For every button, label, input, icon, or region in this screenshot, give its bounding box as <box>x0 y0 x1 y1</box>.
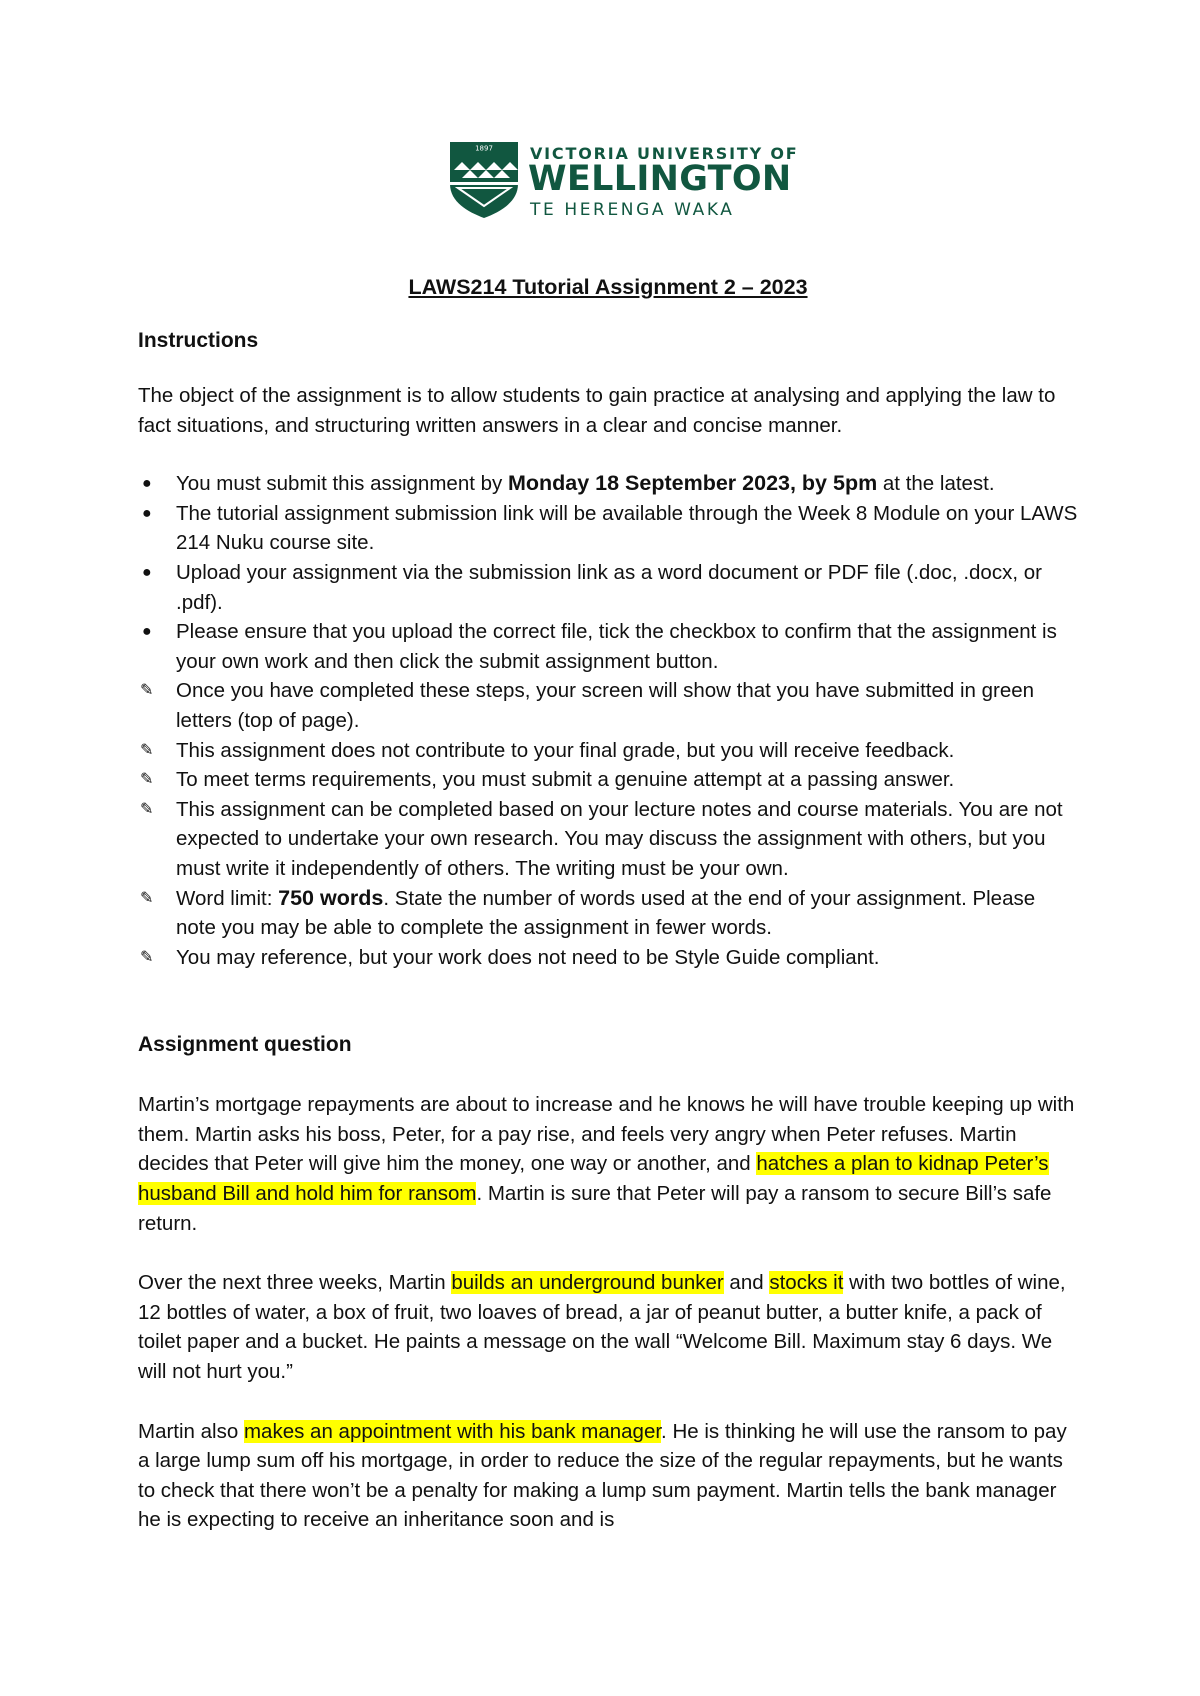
bullet-icon: ● <box>142 504 152 522</box>
paragraph-text: Martin also <box>138 1419 244 1443</box>
list-item <box>138 765 1078 795</box>
item-text: Word limit: <box>176 886 279 910</box>
bullet-icon: ● <box>142 475 152 493</box>
question-paragraph-1 <box>138 1090 1078 1238</box>
highlighted-text: builds an underground bunker <box>451 1271 724 1295</box>
instructions-list <box>138 469 1078 972</box>
item-text: To meet terms requirements, you must submit a genuine attempt at a passing answer. <box>176 768 955 792</box>
highlighted-text: hatches a plan to kidnap Peter’s husband Bill and hold him for ransom <box>138 1152 1049 1206</box>
item-text: The tutorial assignment submission link will be available through the Week 8 Module on your LAWS 214 Nuku course site. <box>176 501 1078 555</box>
list-item <box>138 884 1078 943</box>
paragraph-text: and <box>723 1271 770 1295</box>
logo-year: 1897 <box>475 144 493 153</box>
logo-line-3: TE HERENGA WAKA <box>530 200 735 220</box>
instructions-heading: Instructions <box>138 329 259 352</box>
shield-icon <box>448 140 520 220</box>
item-text: Upload your assignment via the submission link as a word document or PDF file (.doc, .docx, or .pdf). <box>176 560 1042 614</box>
document-title: LAWS214 Tutorial Assignment 2 – 2023 <box>408 275 808 299</box>
pen-icon: ✎ <box>140 741 154 759</box>
paragraph-text: Martin’s mortgage repayments are about to increase and he knows he will have trouble keeping up with them. Martin asks his boss, Peter, for a pay rise, and feels very angry when Peter refuses. Martin decides that Peter will give him the money, one way or another, and <box>138 1093 1075 1176</box>
paragraph-text: . Martin is sure that Peter will pay a ransom to secure Bill’s safe return. <box>138 1182 1052 1235</box>
paragraph-text: . He is thinking he will use the ransom to pay a large lump sum off his mortgage, in order to reduce the size of the regular repayments, but he wants to check that there won’t be a penalty for making a lump sum payment. Martin tells the bank manager he is expecting to receive an inheritance soon and is <box>138 1419 1067 1532</box>
list-item <box>138 795 1078 884</box>
paragraph-text: Over the next three weeks, Martin <box>138 1271 452 1295</box>
list-item <box>138 617 1078 676</box>
bullet-icon: ● <box>142 623 152 641</box>
item-text: This assignment does not contribute to your final grade, but you will receive feedback. <box>176 738 955 762</box>
paragraph-text: with two bottles of wine, 12 bottles of water, a box of fruit, two loaves of bread, a jar of peanut butter, a butter knife, a pack of toilet paper and a bucket. He paints a message on the wall “Welcome Bill. Maximum stay 6 days. We will not hurt you.” <box>138 1271 1066 1384</box>
item-text: You may reference, but your work does not need to be Style Guide compliant. <box>176 945 880 969</box>
question-paragraph-3 <box>138 1417 1078 1535</box>
word-limit-text: 750 words <box>278 885 384 910</box>
university-logo <box>448 140 799 240</box>
instructions-intro: The object of the assignment is to allow students to gain practice at analysing and applying the law to fact situations, and structuring written answers in a clear and concise manner. <box>138 384 1056 437</box>
list-item <box>138 558 1078 617</box>
list-item <box>138 499 1078 558</box>
list-item <box>138 943 1078 973</box>
item-text: at the latest. <box>877 472 995 496</box>
item-text: . State the number of words used at the end of your assignment. Please note you may be able to complete the assignment in fewer words. <box>176 886 1036 940</box>
deadline-text: Monday 18 September 2023, by 5pm <box>507 471 878 496</box>
logo-line-1: VICTORIA UNIVERSITY OF <box>530 144 799 163</box>
bullet-icon: ● <box>142 563 152 581</box>
pen-icon: ✎ <box>140 889 154 907</box>
highlighted-text: stocks it <box>769 1271 844 1295</box>
question-paragraph-2 <box>138 1268 1078 1386</box>
item-text: Please ensure that you upload the correct file, tick the checkbox to confirm that the assignment is your own work and then click the submit assignment button. <box>176 620 1057 673</box>
logo-line-2: WELLINGTON <box>528 159 792 199</box>
pen-icon: ✎ <box>140 948 154 966</box>
list-item <box>138 736 1078 766</box>
pen-icon: ✎ <box>140 771 154 789</box>
item-text: This assignment can be completed based on your lecture notes and course materials. You are not expected to undertake your own research. You may discuss the assignment with others, but you must write it independently of others. The writing must be your own. <box>176 797 1063 880</box>
list-item <box>138 676 1078 735</box>
item-text: Once you have completed these steps, your screen will show that you have submitted in green letters (top of page). <box>176 679 1035 732</box>
pen-icon: ✎ <box>140 682 154 700</box>
item-text: You must submit this assignment by <box>176 472 508 496</box>
question-heading: Assignment question <box>138 1033 352 1057</box>
highlighted-text: makes an appointment with his bank manager <box>243 1419 662 1443</box>
pen-icon: ✎ <box>140 800 154 818</box>
list-item <box>138 469 1078 499</box>
document-content <box>138 272 1078 1535</box>
